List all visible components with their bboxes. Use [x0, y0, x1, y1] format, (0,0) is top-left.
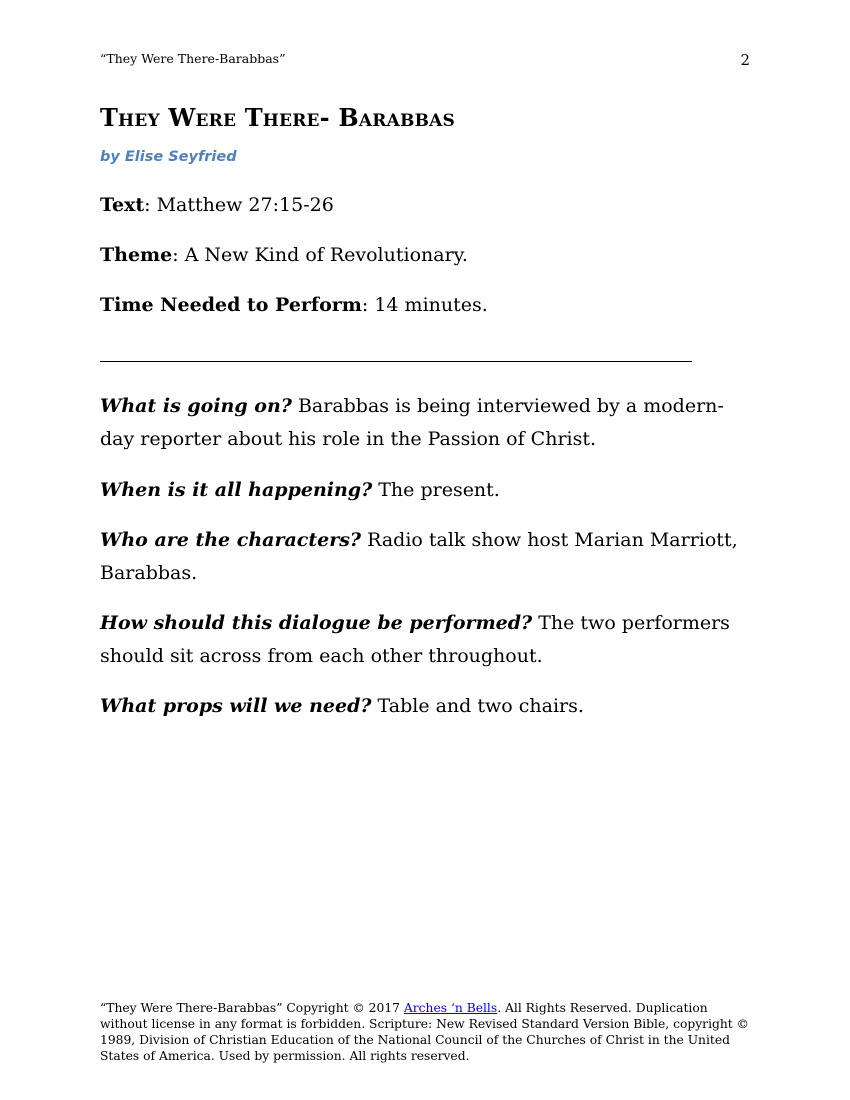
- qa-item-what-is-going-on: [100, 390, 750, 456]
- qa-answer: Radio talk show host Marian Marriott, Barabbas.: [100, 529, 738, 584]
- qa-item-when: [100, 474, 750, 507]
- copyright-footer: [100, 1000, 755, 1064]
- text-label: Text: [100, 194, 145, 216]
- text-value: : Matthew 27:15-26: [144, 194, 334, 216]
- author-byline: by Elise Seyfried: [100, 149, 237, 165]
- publisher-link[interactable]: Arches ‘n Bells: [403, 1001, 498, 1015]
- time-field: [100, 294, 488, 316]
- running-header: “They Were There-Barabbas”: [100, 51, 286, 66]
- page-number: 2: [740, 51, 750, 69]
- footer-suffix: . All Rights Reserved. Duplication without license in any format is forbidden. Scripture: New Revised Standard Version Bible, copyright © 1989, Division of Christian Education of the National Council of the Churches of Christ in the United States of America. Used by permission. All rights reserved.: [100, 1001, 749, 1063]
- qa-answer: The two performers should sit across from each other throughout.: [100, 612, 730, 667]
- qa-answer: Barabbas is being interviewed by a modern-day reporter about his role in the Passion of Christ.: [100, 395, 724, 450]
- section-divider: [100, 361, 692, 362]
- footer-prefix: “They Were There-Barabbas” Copyright © 2017: [100, 1001, 404, 1015]
- time-label: Time Needed to Perform: [100, 294, 362, 316]
- text-field: [100, 194, 334, 216]
- theme-label: Theme: [100, 244, 173, 266]
- qa-question: When is it all happening?: [100, 479, 373, 501]
- theme-value: : A New Kind of Revolutionary.: [172, 244, 468, 266]
- time-value: : 14 minutes.: [361, 294, 488, 316]
- qa-item-characters: [100, 524, 750, 590]
- qa-answer: Table and two chairs.: [371, 695, 584, 717]
- page-title: They Were There- Barabbas: [100, 103, 455, 132]
- qa-item-props: [100, 690, 750, 723]
- qa-question: What is going on?: [100, 395, 292, 417]
- qa-question: How should this dialogue be performed?: [100, 612, 533, 634]
- qa-question: Who are the characters?: [100, 529, 362, 551]
- qa-answer: The present.: [372, 479, 500, 501]
- qa-question: What props will we need?: [100, 695, 372, 717]
- qa-item-performance: [100, 607, 750, 673]
- theme-field: [100, 244, 468, 266]
